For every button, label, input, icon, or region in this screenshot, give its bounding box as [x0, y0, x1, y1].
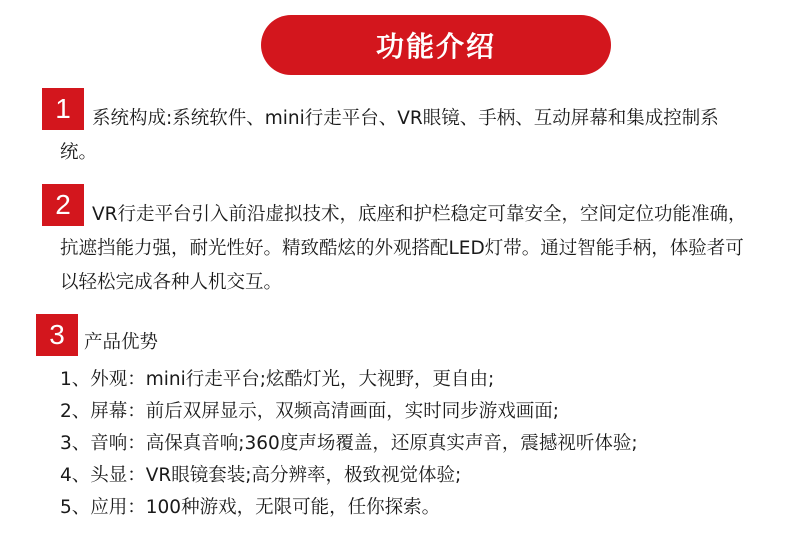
list-item: 1、外观：mini行走平台;炫酷灯光，大视野，更自由;: [60, 369, 495, 390]
section-number-3: 3: [36, 314, 78, 356]
list-item: 4、头显：VR眼镜套装;高分辨率，极致视觉体验;: [60, 465, 462, 486]
section-2-text: VR行走平台引入前沿虚拟技术，底座和护栏稳定可靠安全，空间定位功能准确，抗遮挡能力强，耐光性好。精致酷炫的外观搭配LED灯带。通过智能手柄，体验者可以轻松完成各种人机交互。: [60, 204, 747, 293]
advantages-list: [60, 364, 638, 524]
section-1-text: 系统构成:系统软件、mini行走平台、VR眼镜、手柄、互动屏幕和集成控制系统。: [60, 108, 719, 163]
header-banner: [261, 15, 611, 75]
section-number-2: 2: [42, 184, 84, 226]
page-title: 功能介绍: [375, 30, 496, 63]
section-number-1: 1: [42, 88, 84, 130]
list-item: 5、应用：100种游戏，无限可能，任你探索。: [60, 497, 441, 518]
section-3-title: 产品优势: [84, 332, 159, 353]
list-item: 3、音响：高保真音响;360度声场覆盖，还原真实声音，震撼视听体验;: [60, 433, 638, 454]
list-item: 2、屏幕：前后双屏显示，双频高清画面，实时同步游戏画面;: [60, 401, 560, 422]
